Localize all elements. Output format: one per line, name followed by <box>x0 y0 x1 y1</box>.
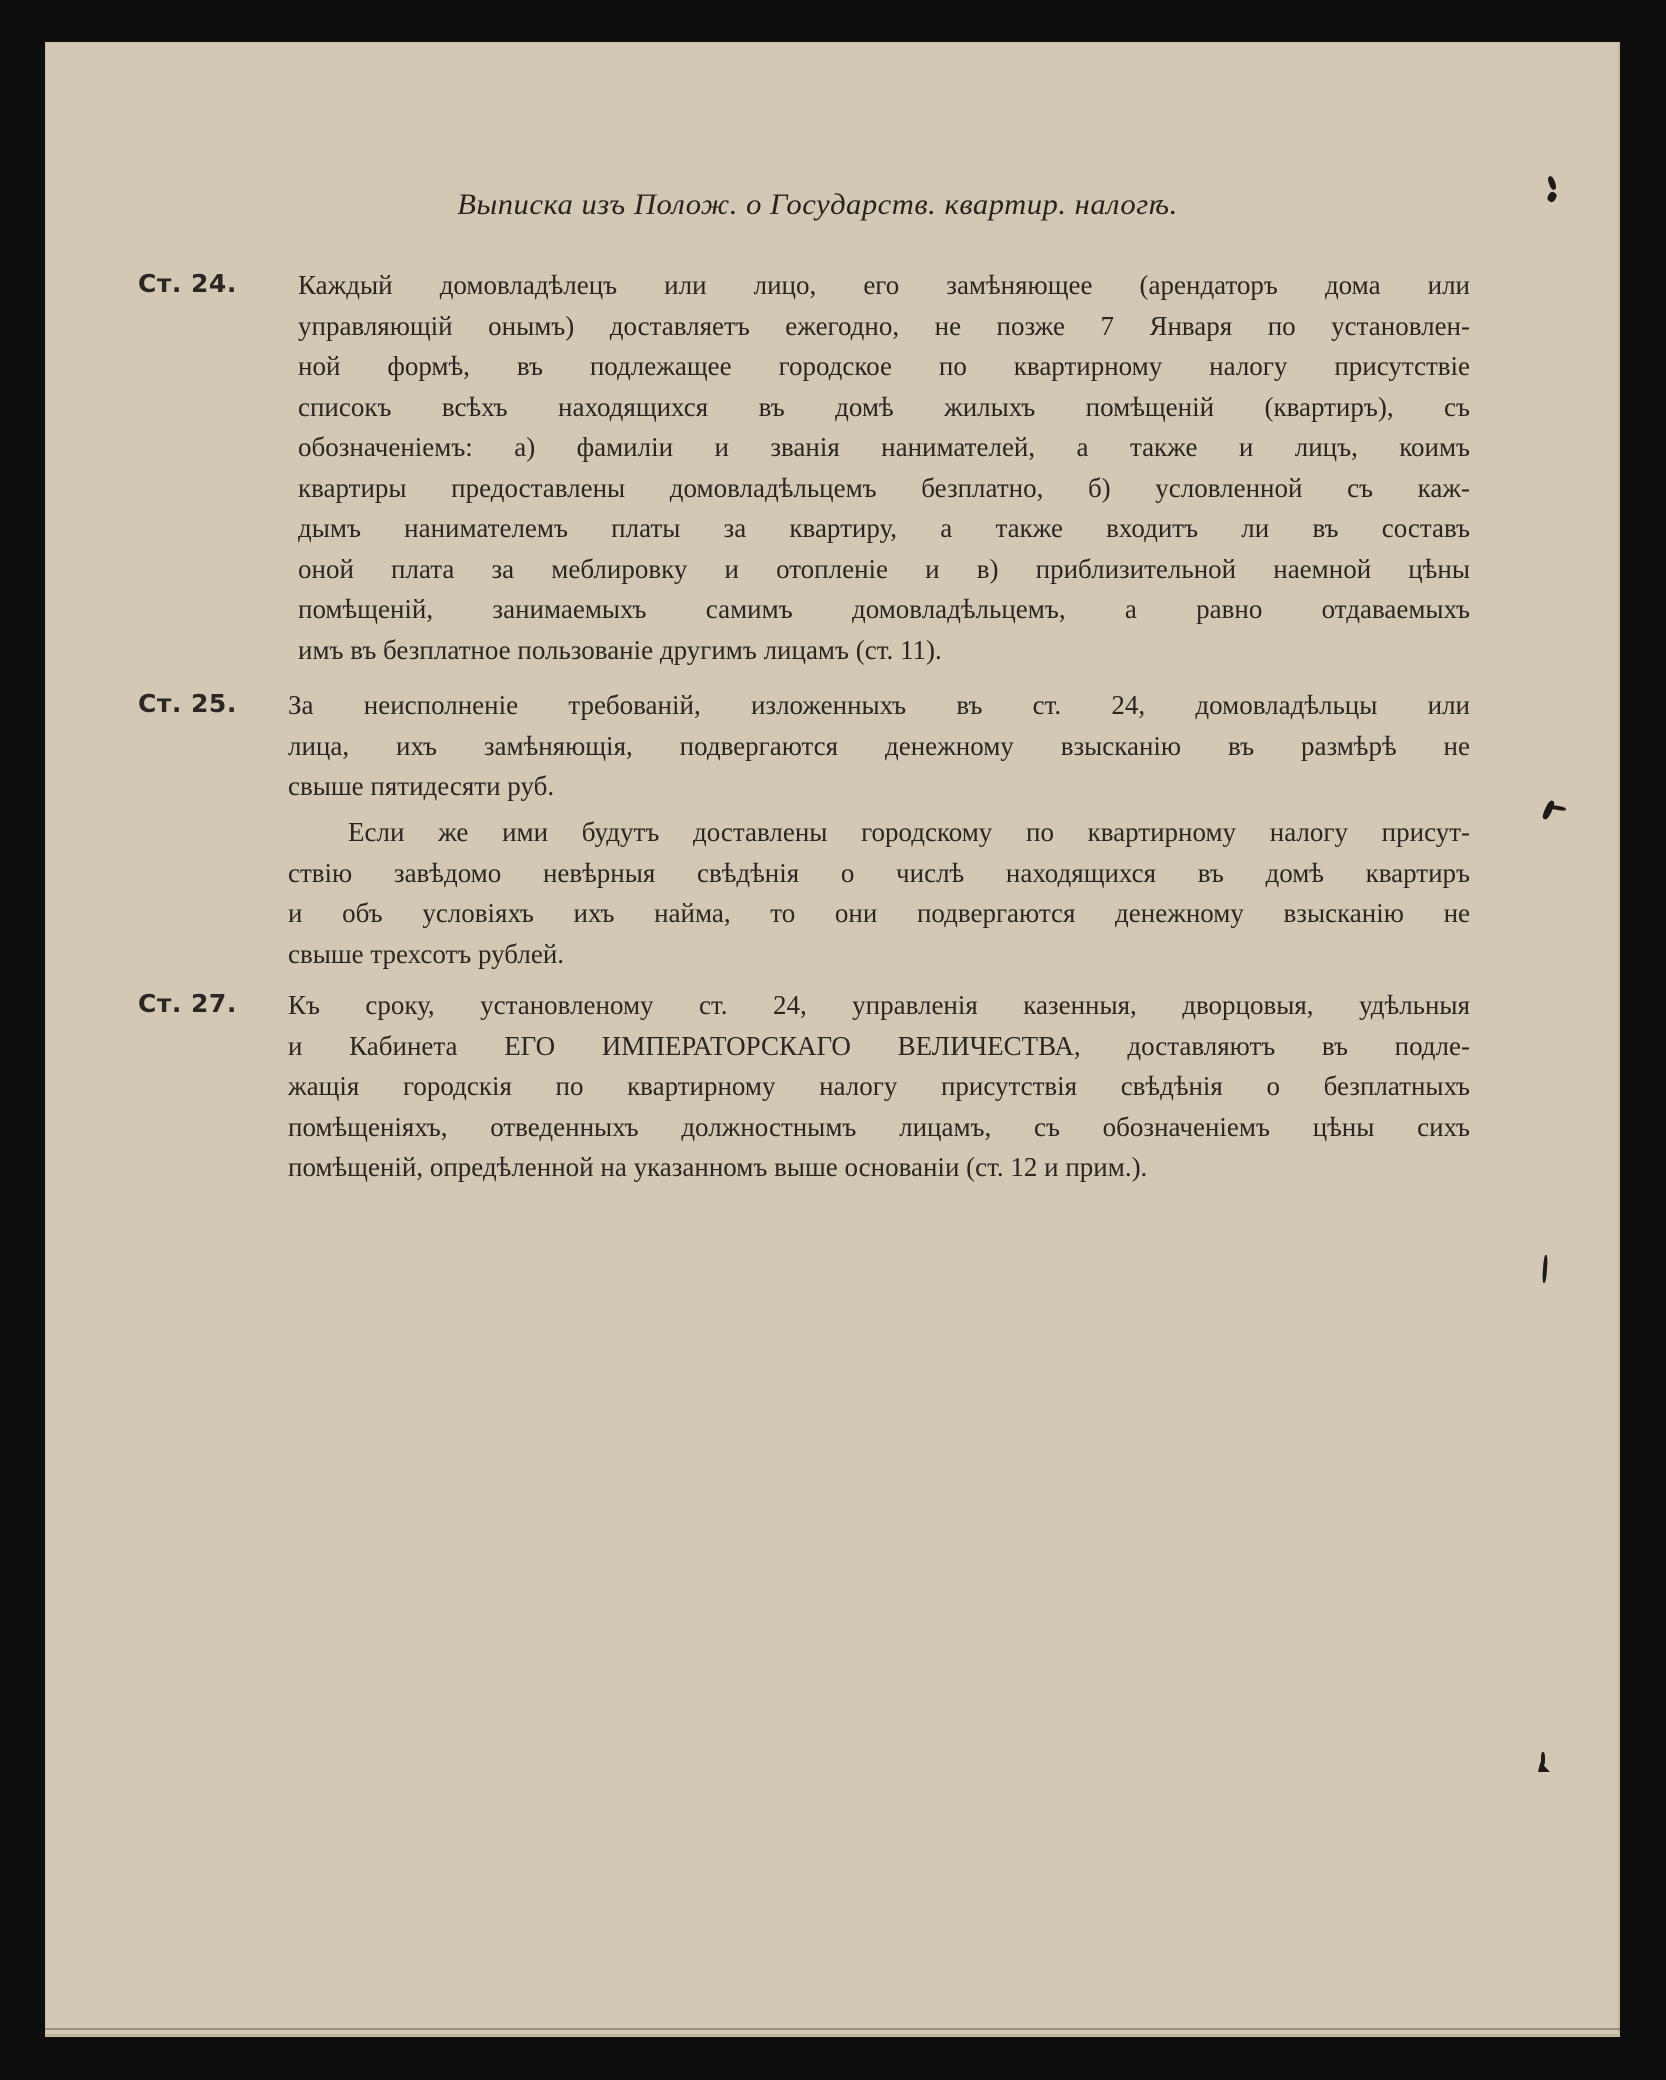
text-line: жащія городскія по квартирному налогу присутствія свѣдѣнія о безплатныхъ <box>288 1071 1470 1101</box>
text-line: помѣщеній, опредѣленной на указанномъ выше основаніи (ст. 12 и прим.). <box>288 1152 1148 1182</box>
text-line: Каждый домовладѣлецъ или лицо, его замѣняющее (арендаторъ дома или <box>298 270 1470 300</box>
text-line: ной формѣ, въ подлежащее городское по квартирному налогу присутствіе <box>298 351 1470 381</box>
text-line: и объ условіяхъ ихъ найма, то они подвергаются денежному взысканію не <box>288 898 1470 928</box>
text-line: квартиры предоставлены домовладѣльцемъ безплатно, б) условленной съ каж- <box>298 472 1470 503</box>
article-body <box>298 265 1470 670</box>
paper-edge-shadow <box>45 2028 1620 2030</box>
text-line: дымъ нанимателемъ платы за квартиру, а также входитъ ли въ составъ <box>298 513 1470 543</box>
text-line: помѣщеніяхъ, отведенныхъ должностнымъ лицамъ, съ обозначеніемъ цѣны сихъ <box>288 1111 1470 1142</box>
article-body <box>288 685 1470 807</box>
article-label: Ст. 25. <box>138 689 237 718</box>
text-line: управляющій онымъ) доставляетъ ежегодно, не позже 7 Января по установлен- <box>298 310 1470 341</box>
article-paragraph-2 <box>288 812 1470 974</box>
article-body <box>288 985 1470 1188</box>
text-line: Къ сроку, установленому ст. 24, управленія казенныя, дворцовыя, удѣльныя <box>288 990 1470 1020</box>
document-heading: Выписка изъ Полож. о Государств. квартир. налогѣ. <box>457 188 1178 221</box>
text-line: ствію завѣдомо невѣрныя свѣдѣнія о числѣ находящихся въ домѣ квартиръ <box>288 857 1470 888</box>
text-line: помѣщеній, занимаемыхъ самимъ домовладѣльцемъ, а равно отдаваемыхъ <box>298 594 1470 624</box>
text-line: За неисполненіе требованій, изложенныхъ въ ст. 24, домовладѣльцы или <box>288 690 1470 720</box>
text-line: свыше трехсотъ рублей. <box>288 938 565 969</box>
text-line: имъ въ безплатное пользованіе другимъ лицамъ (ст. 11). <box>298 634 942 665</box>
article-label: Ст. 24. <box>138 269 237 298</box>
text-line: лица, ихъ замѣняющія, подвергаются денежному взысканію въ размѣрѣ не <box>288 730 1470 761</box>
text-line: оной плата за меблировку и отопленіе и в) приблизительной наемной цѣны <box>298 553 1470 584</box>
text-line: и Кабинета ЕГО ИМПЕРАТОРСКАГО ВЕЛИЧЕСТВА, доставляютъ въ подле- <box>288 1030 1470 1061</box>
article-label: Ст. 27. <box>138 989 237 1018</box>
text-line: списокъ всѣхъ находящихся въ домѣ жилыхъ помѣщеній (квартиръ), съ <box>298 391 1470 422</box>
text-line: Если же ими будутъ доставлены городскому по квартирному налогу присут- <box>348 817 1470 847</box>
text-line: обозначеніемъ: а) фамиліи и званія нанимателей, а также и лицъ, коимъ <box>298 432 1470 462</box>
text-line: свыше пятидесяти руб. <box>288 771 555 801</box>
